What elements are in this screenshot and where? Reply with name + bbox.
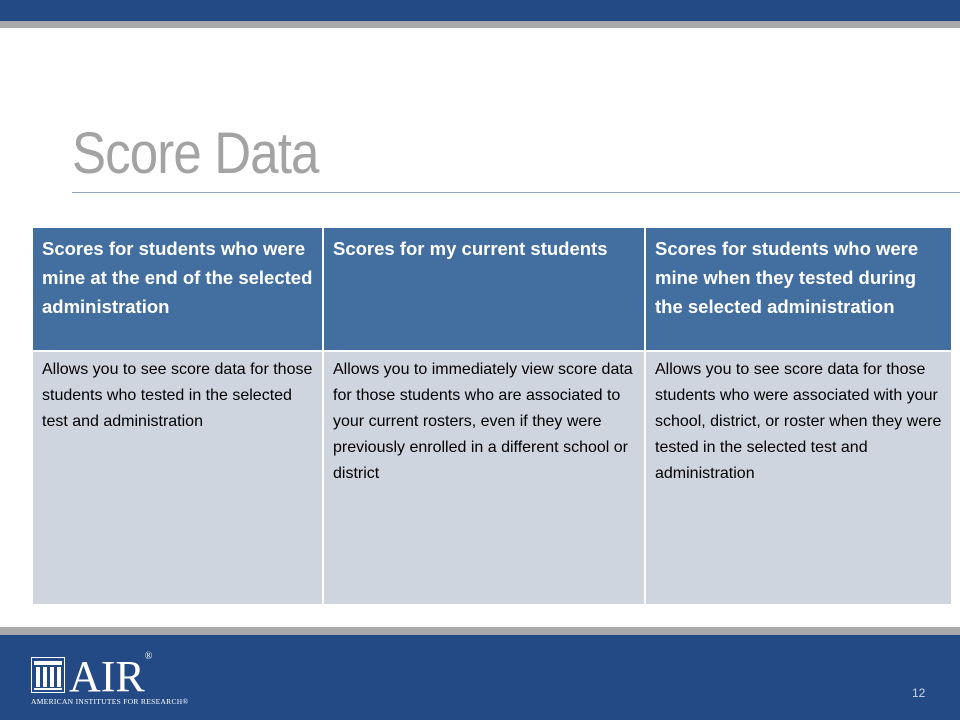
header-current-students: Scores for my current students <box>323 227 645 351</box>
header-students-mine-when-tested: Scores for students who were mine when they tested during the selected administration <box>645 227 952 351</box>
page-number: 12 <box>912 686 926 700</box>
description-students-mine-at-end: Allows you to see score data for those students who tested in the selected test and administration <box>32 351 323 605</box>
description-current-students: Allows you to immediately view score data for those students who are associated to your current rosters, even if they were previously enrolled in a different school or district <box>323 351 645 605</box>
header-students-mine-at-end: Scores for students who were mine at the end of the selected administration <box>32 227 323 351</box>
top-brand-band <box>0 0 960 21</box>
logo-tagline: AMERICAN INSTITUTES FOR RESEARCH® <box>31 697 189 706</box>
air-logo <box>31 651 221 707</box>
columns-building-icon <box>31 657 65 693</box>
logo-wordmark: AIR® <box>69 651 153 701</box>
score-data-table <box>31 226 953 606</box>
description-students-mine-when-tested: Allows you to see score data for those students who were associated with your school, district, or roster when they were tested in the selected test and administration <box>645 351 952 605</box>
slide-title: Score Data <box>72 121 319 186</box>
table-row <box>32 351 952 605</box>
bottom-gray-rule <box>0 627 960 635</box>
title-underline <box>72 192 960 193</box>
top-gray-rule <box>0 21 960 28</box>
table-header-row <box>32 227 952 351</box>
